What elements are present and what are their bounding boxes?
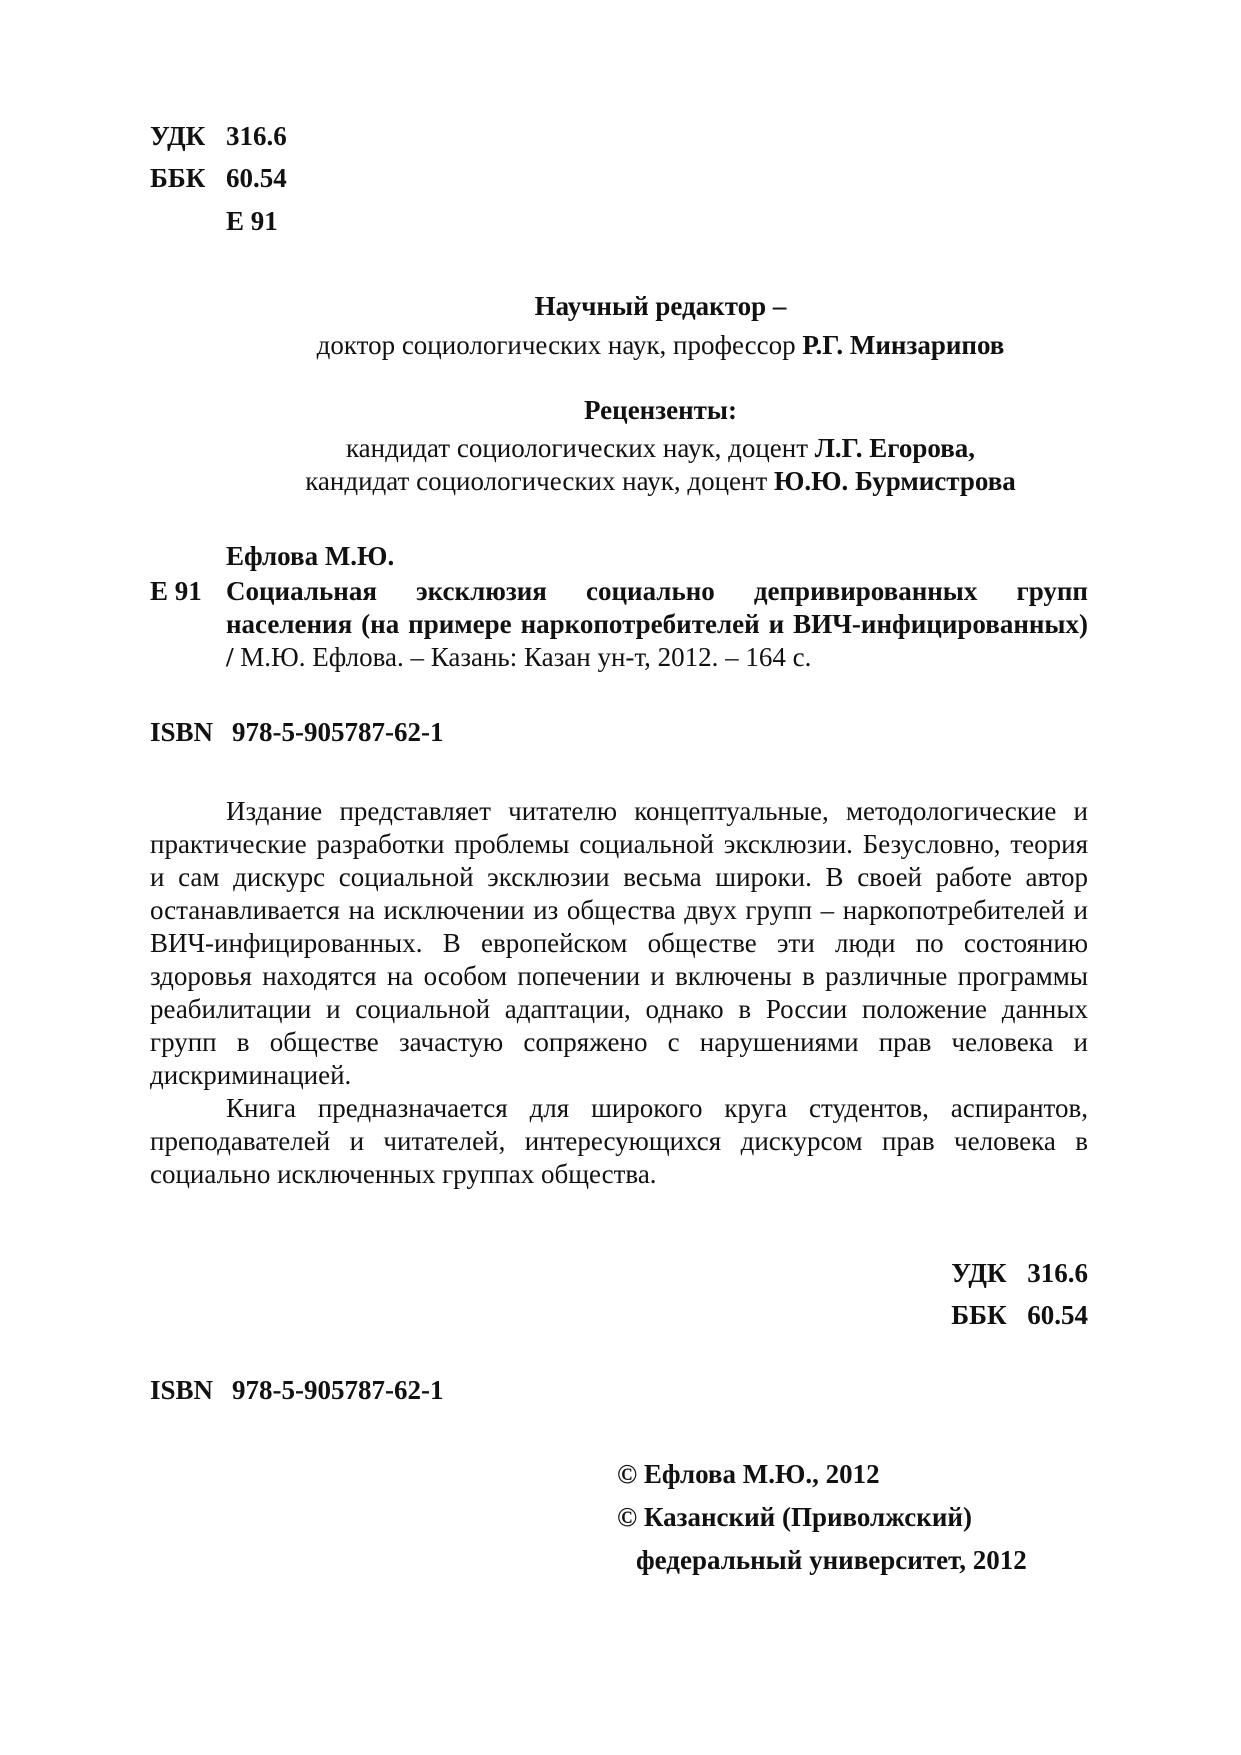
reviewer-title: кандидат социологических наук, доцент xyxy=(345,433,809,463)
reviewer-line xyxy=(40,465,1241,497)
udk-bottom xyxy=(951,1257,1088,1289)
bibliography-title: Социальная эксклюзия социально депривированных групп населения (на примере наркопотребителей и ВИЧ-инфицированных) / xyxy=(226,576,1088,672)
author-code-top: Е 91 xyxy=(226,206,278,236)
udk-value: 316.6 xyxy=(1027,1258,1088,1288)
annotation-paragraph-2: Книга предназначается для широкого круга студентов, аспирантов, преподавателей и читателей, интересующихся дискурсом прав человека в социально исключенных группах общества. xyxy=(150,1093,1088,1189)
bbk-bottom xyxy=(951,1299,1088,1331)
isbn-label: ISBN xyxy=(150,1375,214,1405)
bibliography-author: Ефлова М.Ю. xyxy=(226,541,395,571)
bbk-top xyxy=(150,162,287,194)
isbn-label: ISBN xyxy=(150,717,214,747)
reviewer-name: Ю.Ю. Бурмистрова xyxy=(774,466,1016,496)
udk-label: УДК xyxy=(150,121,206,151)
isbn-value: 978-5-905787-62-1 xyxy=(232,1375,444,1405)
annotation-paragraph-1: Издание представляет читателю концептуальные, методологические и практические разработки проблемы социальной эксклюзии. Безусловно, теория и сам дискурс социальной эксклюзии весьма широки. В своей работе автор останавливается на исключении из общества двух групп – наркопотребителей и ВИЧ-инфицированных. В европейском обществе эти люди по состоянию здоровья находятся на особом попечении и включены в различные программы реабилитации и социальной адаптации, однако в России положение данных групп в обществе зачастую сопряжено с нарушениями прав человека и дискриминацией. xyxy=(150,796,1088,1090)
udk-label: УДК xyxy=(951,1258,1007,1288)
isbn-bottom xyxy=(150,1374,443,1406)
bibliography-record xyxy=(226,575,1088,674)
copyright-publisher: © Казанский (Приволжский) xyxy=(617,1502,972,1532)
bbk-label: ББК xyxy=(150,163,206,193)
reviewer-name: Л.Г. Егорова, xyxy=(814,433,976,463)
bibliography-code: Е 91 xyxy=(150,576,202,606)
isbn-value: 978-5-905787-62-1 xyxy=(232,717,444,747)
bbk-value: 60.54 xyxy=(226,163,287,193)
bbk-label: ББК xyxy=(951,1300,1007,1330)
annotation xyxy=(150,795,1088,1191)
copyright-publisher-cont: федеральный университет, 2012 xyxy=(636,1545,1027,1575)
reviewer-line xyxy=(40,432,1241,464)
isbn-top xyxy=(150,716,443,748)
udk-value: 316.6 xyxy=(226,121,287,151)
editor-name: Р.Г. Минзарипов xyxy=(802,330,1005,360)
bbk-value: 60.54 xyxy=(1027,1300,1088,1330)
editor-line xyxy=(40,329,1241,361)
reviewers-heading: Рецензенты: xyxy=(584,395,737,425)
editor-title: доктор социологических наук, профессор xyxy=(316,330,796,360)
editor-heading: Научный редактор – xyxy=(534,291,787,321)
udk-top xyxy=(150,120,287,152)
bibliography-rest: М.Ю. Ефлова. – Казань: Казан ун-т, 2012. – 164 с. xyxy=(240,642,812,672)
copyright-author: © Ефлова М.Ю., 2012 xyxy=(617,1459,880,1489)
reviewer-title: кандидат социологических наук, доцент xyxy=(305,466,768,496)
